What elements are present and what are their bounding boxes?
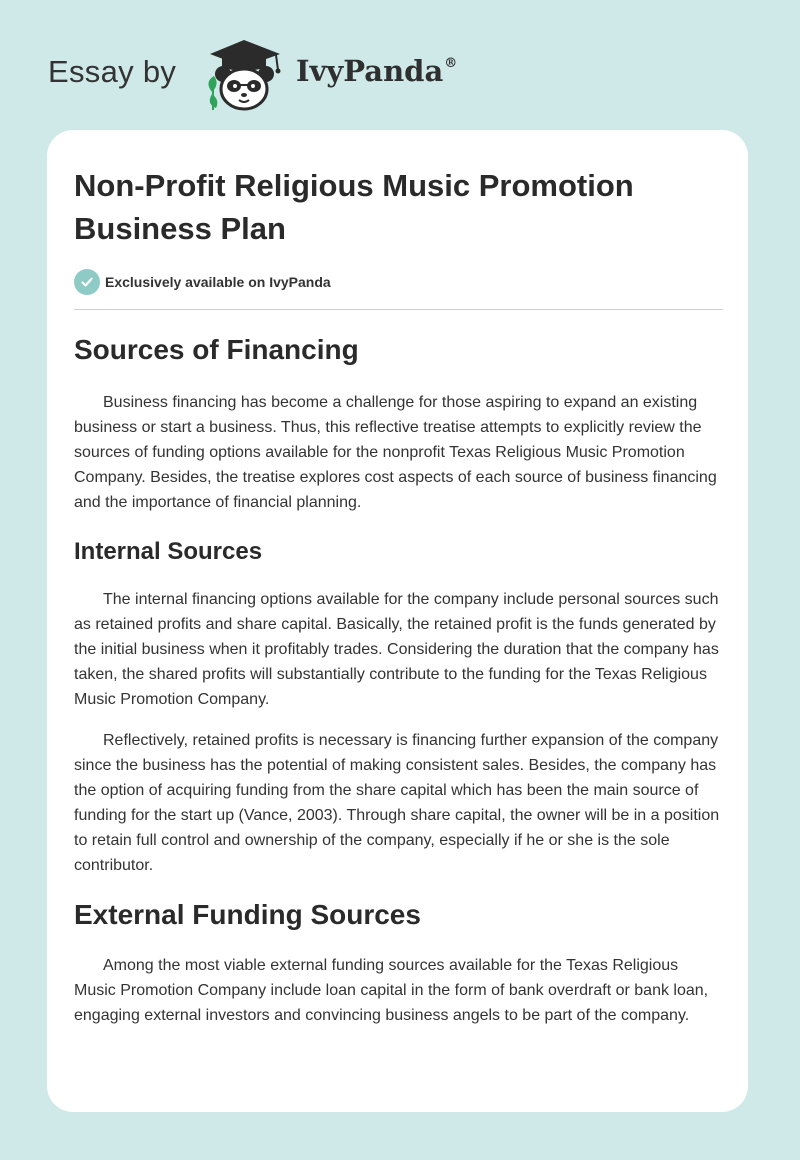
paragraph: Among the most viable external funding sources available for the Texas Religious Music Promotion Company include loan capital in the form of bank overdraft or bank loan, engaging external investors and convincing business angels to be part of the company. (74, 957, 709, 1024)
paragraph: Reflectively, retained profits is necessary is financing further expansion of the company since the business has the potential of making consistent sales. Besides, the company has the option of acquiring funding from the share capital which has been the main source of funding for the start up (Vance, 2003). Through share capital, the owner will be in a position to retain full control and ownership of the company, especially if he or she is the sole contributor. (74, 732, 720, 874)
check-icon (74, 269, 100, 295)
essay-by-label: Essay by (48, 54, 177, 89)
paragraph: The internal financing options available for the company include personal sources such as retained profits and share capital. Basically, the retained profit is the funds generated by the initial business when it profitably trades. Considering the duration that the company has taken, the shared profits will substantially contribute to the funding for the Texas Religious Music Promotion Company. (74, 591, 719, 708)
ivypanda-brand[interactable]: IvyPanda® (296, 54, 458, 88)
heading-external-funding-sources: External Funding Sources (74, 899, 421, 930)
heading-internal-sources: Internal Sources (74, 538, 263, 565)
heading-sources-of-financing: Sources of Financing (74, 334, 359, 365)
exclusive-badge (74, 269, 722, 295)
exclusive-badge-text: Exclusively available on IvyPanda (105, 274, 331, 290)
page-title: Non-Profit Religious Music Promotion Business Plan (74, 168, 634, 246)
paragraph: Business financing has become a challenge for those aspiring to expand an existing business or start a business. Thus, this reflective treatise attempts to explicitly review the sources of funding options available for the nonprofit Texas Religious Music Promotion Company. Besides, the treatise explores cost aspects of each source of business financing and the importance of financial planning. (74, 394, 717, 511)
panda-logo-icon[interactable] (198, 34, 290, 114)
site-header (0, 0, 800, 130)
title-divider (74, 309, 723, 310)
article-card (47, 130, 748, 1112)
